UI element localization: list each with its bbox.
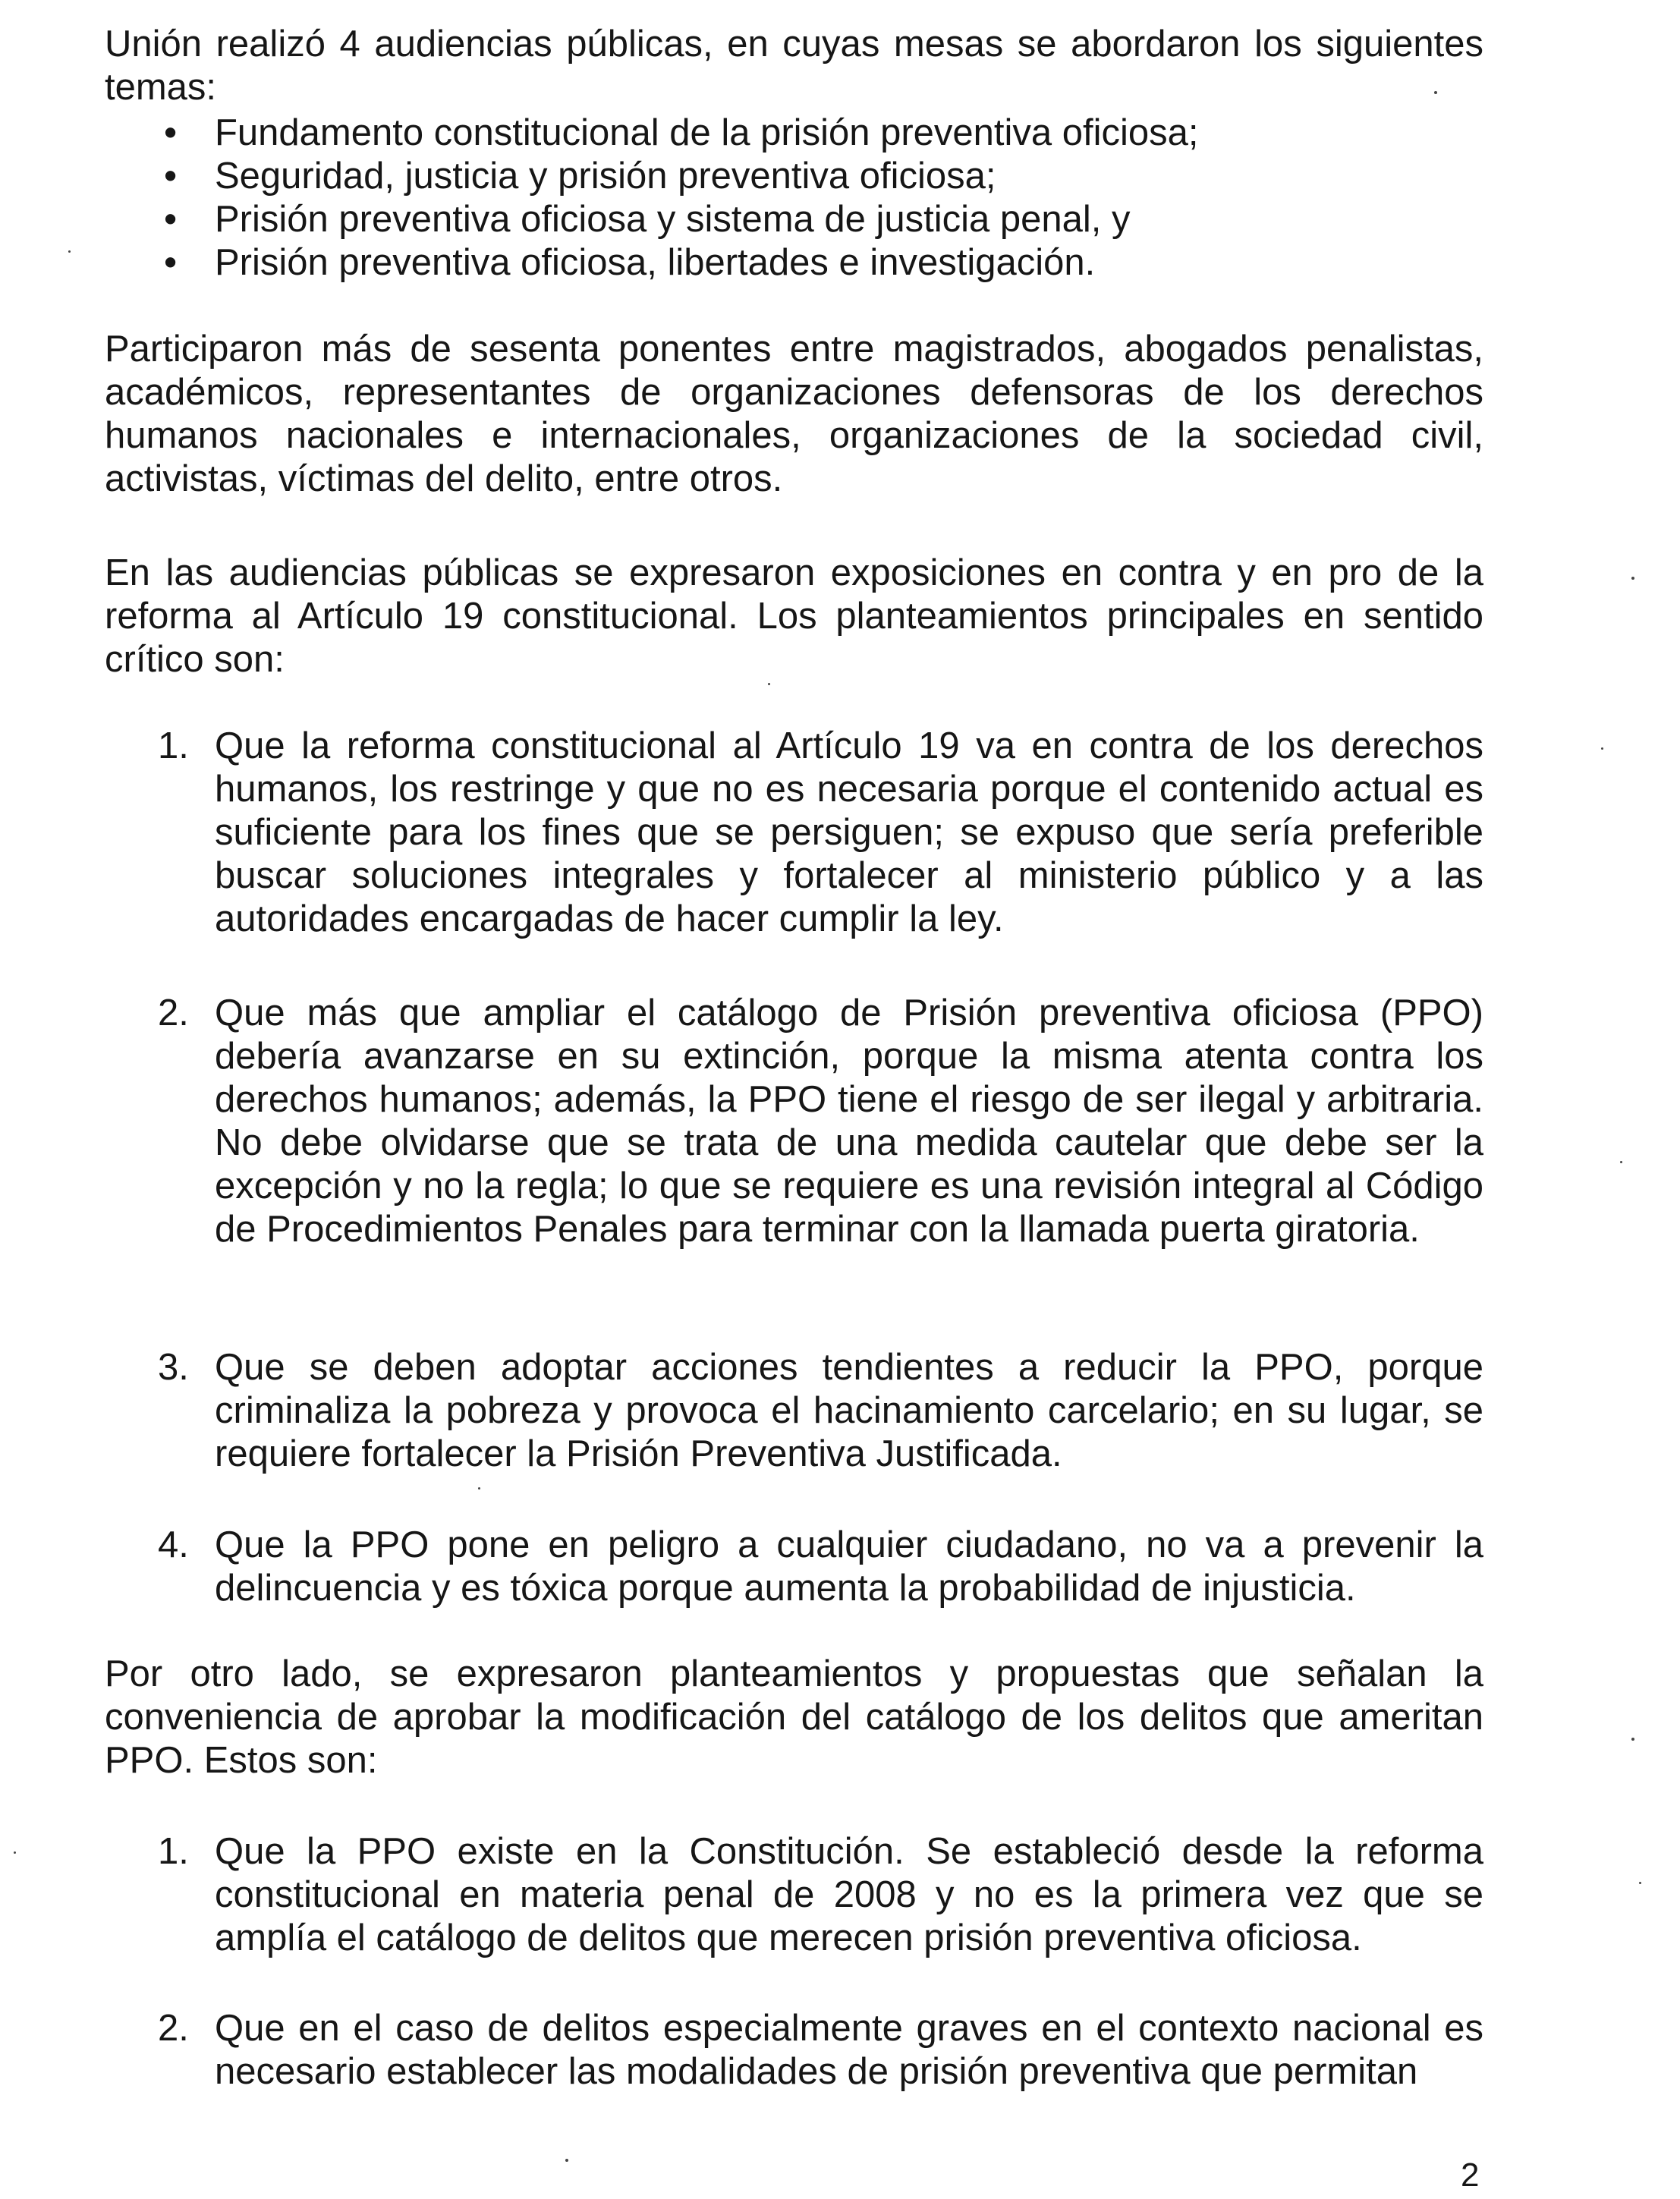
scan-speck xyxy=(1601,747,1603,750)
intro-paragraph: Unión realizó 4 audiencias públicas, en cuyas mesas se abordaron los siguientes temas: xyxy=(105,24,1483,108)
participants-paragraph: Participaron más de sesenta ponentes entre magistrados, abogados penalistas, académicos, representantes de organizaciones defensoras de los derechos humanos nacionales e internacionales, organizaciones de la sociedad civil, activistas, víctimas del delito, entre otros. xyxy=(105,329,1483,499)
bullet-icon: • xyxy=(164,156,178,197)
favor-intro-paragraph: Por otro lado, se expresaron planteamientos y propuestas que señalan la conveniencia de aprobar la modificación del catálogo de los delitos que ameritan PPO. Estos son: xyxy=(105,1653,1483,1781)
scan-speck xyxy=(14,1851,16,1854)
critical-intro-paragraph: En las audiencias públicas se expresaron exposiciones en contra y en pro de la reforma al Artículo 19 constitucional. Los planteamientos principales en sentido crítico son: xyxy=(105,552,1483,680)
item-number: 3. xyxy=(158,1347,189,1388)
favor-point-1 xyxy=(158,1830,1483,1960)
favor-point-2 xyxy=(158,2007,1483,2094)
scan-speck xyxy=(478,1487,480,1490)
scan-speck xyxy=(1434,91,1437,94)
bullet-icon: • xyxy=(164,199,178,240)
scan-speck xyxy=(565,2159,568,2162)
item-text: Que se deben adoptar acciones tendientes a reducir la PPO, porque criminaliza la pobreza y provoca el hacinamiento carcelario; en su lugar, se requiere fortalecer la Prisión Preventiva Justificada. xyxy=(215,1347,1483,1474)
topic-text: Prisión preventiva oficiosa y sistema de justicia penal, y xyxy=(215,199,1131,240)
item-number: 2. xyxy=(158,2008,189,2049)
item-text: Que la reforma constitucional al Artículo 19 va en contra de los derechos humanos, los restringe y que no es necesaria porque el contenido actual es suficiente para los fines que se persiguen; se expuso que sería preferible buscar soluciones integrales y fortalecer al ministerio público y a las autoridades encargadas de hacer cumplir la ley. xyxy=(215,725,1483,939)
bullet-icon: • xyxy=(164,242,178,283)
critical-point-4 xyxy=(158,1524,1483,1610)
item-number: 1. xyxy=(158,725,189,766)
item-text: Que la PPO existe en la Constitución. Se estableció desde la reforma constitucional en materia penal de 2008 y no es la primera vez que se amplía el catálogo de delitos que merecen prisión preventiva oficiosa. xyxy=(215,1831,1483,1958)
item-number: 1. xyxy=(158,1831,189,1872)
scan-speck xyxy=(1631,577,1634,580)
topic-text: Prisión preventiva oficiosa, libertades e investigación. xyxy=(215,242,1096,283)
item-text: Que en el caso de delitos especialmente graves en el contexto nacional es necesario establecer las modalidades de prisión preventiva que permitan xyxy=(215,2008,1483,2092)
page-number: 2 xyxy=(1461,2157,1480,2194)
list-item xyxy=(164,112,1353,155)
scan-speck xyxy=(1631,1738,1634,1741)
topics-list xyxy=(164,112,1353,285)
critical-point-3 xyxy=(158,1346,1483,1476)
critical-point-2 xyxy=(158,992,1483,1251)
bullet-icon: • xyxy=(164,112,178,153)
scan-speck xyxy=(68,250,71,253)
list-item xyxy=(164,155,1353,198)
item-number: 4. xyxy=(158,1524,189,1565)
list-item xyxy=(164,198,1353,241)
item-number: 2. xyxy=(158,993,189,1033)
critical-point-1 xyxy=(158,725,1483,941)
item-text: Que más que ampliar el catálogo de Prisión preventiva oficiosa (PPO) debería avanzarse en su extinción, porque la misma atenta contra los derechos humanos; además, la PPO tiene el riesgo de ser ilegal y arbitraria. No debe olvidarse que se trata de una medida cautelar que debe ser la excepción y no la regla; lo que se requiere es una revisión integral al Código de Procedimientos Penales para terminar con la llamada puerta giratoria. xyxy=(215,993,1483,1250)
scan-speck xyxy=(1620,1161,1622,1163)
list-item xyxy=(164,241,1353,285)
scan-speck xyxy=(768,683,770,685)
topic-text: Seguridad, justicia y prisión preventiva oficiosa; xyxy=(215,156,996,197)
item-text: Que la PPO pone en peligro a cualquier ciudadano, no va a prevenir la delincuencia y es tóxica porque aumenta la probabilidad de injusticia. xyxy=(215,1524,1483,1609)
topic-text: Fundamento constitucional de la prisión preventiva oficiosa; xyxy=(215,112,1199,153)
scan-speck xyxy=(1639,1882,1641,1884)
